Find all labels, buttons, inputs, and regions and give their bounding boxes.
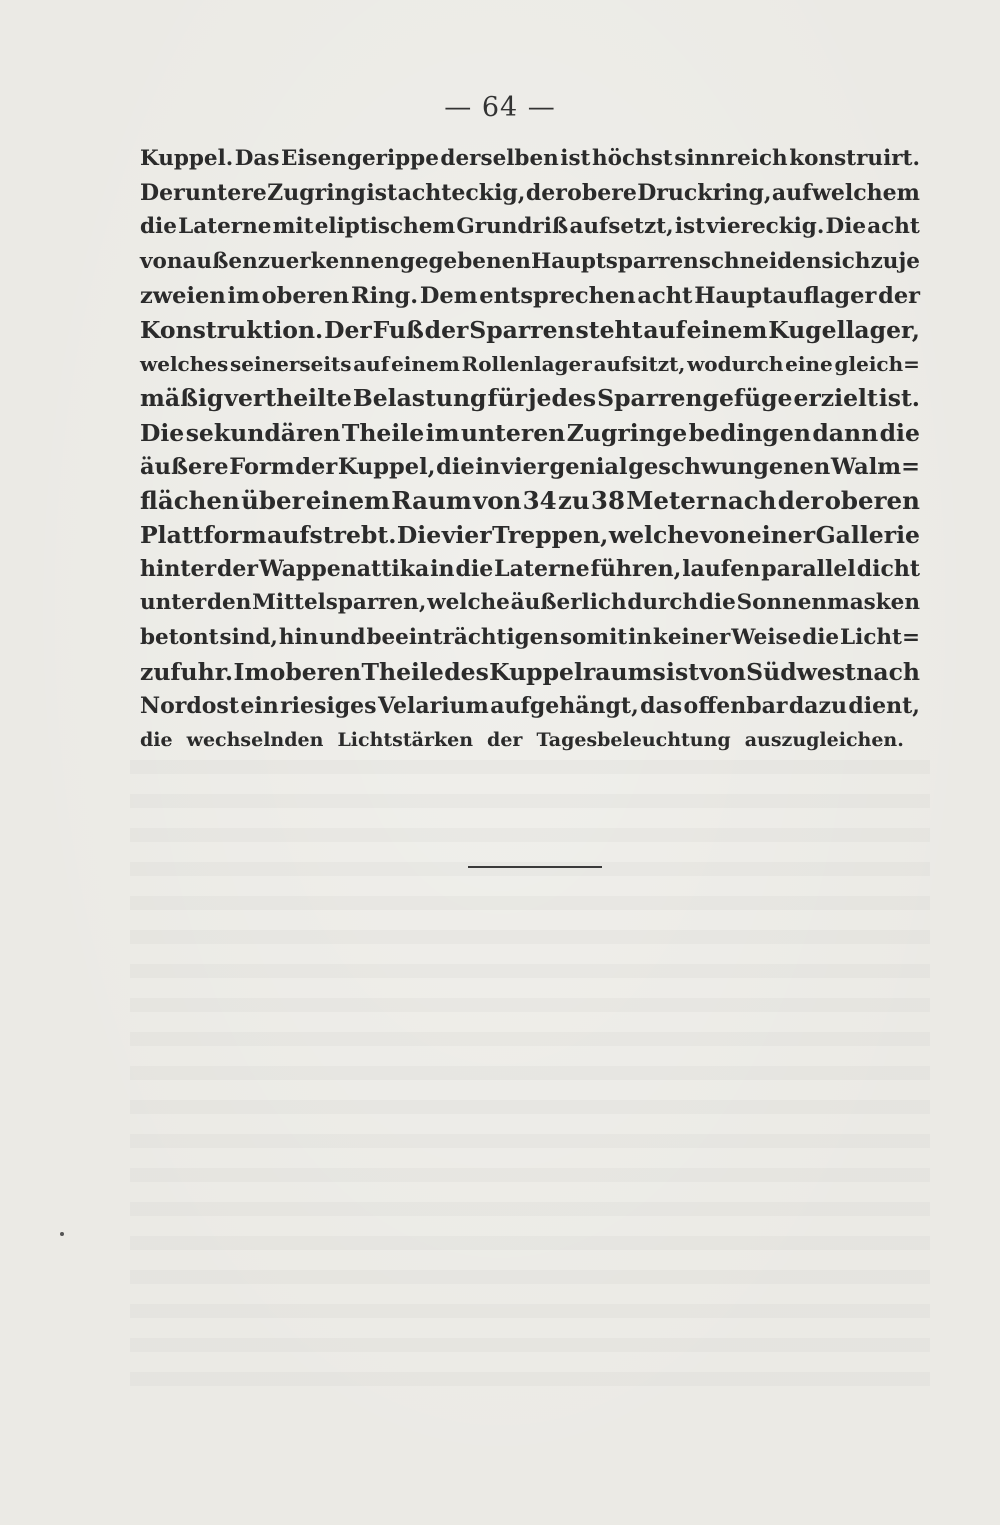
word: schneiden [698,248,822,274]
word: dazu [788,693,847,719]
word: geschwungenen [628,453,831,480]
word: die [698,590,736,616]
word: oberen [261,282,350,309]
word: Weise [731,624,802,650]
word: unter [140,590,207,616]
word: auf [771,180,812,207]
word: der [878,282,920,309]
word: Dem [419,282,478,309]
text-line [140,689,920,723]
word: von [472,485,522,515]
word: acht [637,282,693,309]
word: des [444,657,489,686]
word: der [525,180,567,207]
word: ist [366,180,398,207]
word: Südwest [746,657,856,686]
word: konstruirt. [789,146,920,171]
word: erkennen [285,248,400,274]
word: der [487,729,523,752]
word: wodurch [687,352,784,377]
word: Druckring, [637,180,772,207]
text-line [140,552,920,586]
word: Kuppel, [337,453,436,480]
word: beeinträchtigen [366,624,559,650]
word: obere [567,180,637,207]
word: die [879,418,920,447]
word: Kuppel. [140,146,234,171]
word: Rollenlager [461,352,592,377]
word: achteckig, [397,180,526,207]
word: für [487,384,528,413]
word: einem [686,315,768,344]
word: Der [324,315,372,344]
word: die [802,624,840,650]
word: äußerlich [510,590,627,616]
word: sekundären [185,418,341,447]
show-through-texture [130,760,930,1400]
word: seinerseits [230,352,352,377]
word: einem [391,352,460,377]
word: gegebenen [399,248,531,274]
word: eliptischem [314,214,456,240]
word: aufgehängt, [490,693,639,719]
word: zufuhr. [140,657,234,686]
word: Hauptauflager [694,282,877,309]
word: Tagesbeleuchtung [536,729,731,752]
word: oberen [824,485,920,515]
text-line [140,381,920,415]
word: Belastung [352,384,487,413]
word: eine [785,352,833,377]
word: Sonnenmasken [736,590,920,616]
word: auf [353,352,390,377]
word: zu [557,485,590,515]
text-line [140,210,920,244]
word: die [436,453,475,480]
word: führen, [590,556,682,583]
word: aufsetzt, [569,214,674,240]
word: bedingen [688,418,811,447]
word: die [140,729,173,752]
word: von [140,248,183,274]
word: der [295,453,338,480]
word: Die [140,418,185,447]
word: sind, [219,624,278,650]
text-line [140,450,920,484]
word: ist. [878,384,920,413]
word: jedes [528,384,597,413]
word: welches [140,352,229,377]
word: oberen [269,657,362,686]
word: entsprechen [479,282,636,309]
text-line [140,518,920,552]
text-line [140,655,920,689]
word: ist [674,214,706,240]
word: das [640,693,683,719]
word: Sparrengefüge [597,384,793,413]
word: vertheilte [224,384,352,413]
word: den [206,590,252,616]
word: in [430,556,455,583]
word: Laterne [178,214,272,240]
word: viereckig. [706,214,825,240]
word: ein [240,693,279,719]
word: aufstrebt. [267,521,397,550]
word: keiner [652,624,731,650]
word: außen [182,248,258,274]
word: mäßig [140,384,224,413]
word: Theile [361,657,444,686]
word: ist [666,657,700,686]
word: Kuppelraums [489,657,666,686]
body-text [140,142,920,757]
text-line [140,245,920,279]
word: nach [856,657,920,686]
word: sich [821,248,871,274]
word: somit [559,624,628,650]
word: hinter [140,556,217,583]
word: derselben [440,146,559,171]
word: welche [427,590,510,616]
word: Treppen, [492,521,609,550]
word: im [425,418,460,447]
word: Plattform [140,521,267,550]
word: in [475,453,501,480]
paper-speck [60,1232,64,1236]
word: erzielt [793,384,878,413]
word: in [628,624,652,650]
word: von [699,657,746,686]
word: höchst [592,146,673,171]
word: Der [140,180,185,207]
text-line [140,586,920,620]
word: parallel [761,556,856,583]
word: der [217,556,259,583]
word: von [699,521,747,550]
word: dicht [856,556,920,583]
word: vier [441,521,492,550]
word: mit [272,214,314,240]
word: im [227,282,260,309]
word: betont [140,624,219,650]
word: äußere [140,453,229,480]
word: laufen [682,556,761,583]
word: durch [627,590,699,616]
word: genial [549,453,628,480]
text-line [140,176,920,210]
word: zweien [140,282,226,309]
word: aufsitzt, [593,352,686,377]
word: sinnreich [674,146,788,171]
word: dient, [848,693,920,719]
word: steht [575,315,643,344]
word: Die [825,214,867,240]
word: Wappenattika [258,556,430,583]
text-line [140,279,920,313]
text-line [140,416,920,450]
word: Raum [391,485,472,515]
word: und [319,624,366,650]
word: hin [278,624,319,650]
word: riesiges [280,693,377,719]
word: Das [234,146,280,171]
word: die [455,556,494,583]
word: Lichtstärken [337,729,474,752]
word: Mittelsparren, [252,590,427,616]
word: offenbar [683,693,788,719]
word: Meter [626,485,709,515]
word: Die [396,521,442,550]
word: auf [643,315,686,344]
text-line [140,484,920,518]
word: der [424,315,469,344]
word: über [241,485,305,515]
word: Form [229,453,295,480]
word: Kugellager, [768,315,920,344]
word: einem [305,485,390,515]
word: Gallerie [815,521,920,550]
word: Velarium [377,693,489,719]
word: Laterne [494,556,590,583]
word: vier [501,453,549,480]
word: Zugringe [566,418,688,447]
page-number: — 64 — [444,92,556,123]
word: nach [710,485,777,515]
word: welchem [811,180,920,207]
word: zu [870,248,899,274]
word: je [898,248,920,274]
section-end-rule [468,866,602,868]
word: dann [812,418,879,447]
word: ist [560,146,591,171]
text-line [140,313,920,347]
text-line [140,723,920,757]
word: einer [746,521,816,550]
word: zu [257,248,286,274]
word: Fuß [372,315,424,344]
word: der [777,485,824,515]
word: Eisengerippe [280,146,439,171]
word: flächen [140,485,240,515]
word: Konstruktion. [140,315,324,344]
word: gleich= [834,352,920,377]
word: Hauptsparren [530,248,699,274]
word: Licht= [840,624,920,650]
word: 34 [522,485,557,515]
text-line [140,621,920,655]
word: Nordost [140,693,239,719]
word: Ring. [350,282,419,309]
word: 38 [590,485,626,515]
word: acht [867,214,920,240]
word: welche [608,521,700,550]
word: wechselnden [186,729,324,752]
word: auszugleichen. [744,729,904,752]
word: Walm= [830,453,920,480]
word: Theile [341,418,425,447]
word: untere [185,180,267,207]
word: Grundriß [456,214,569,240]
text-line [140,347,920,381]
word: Sparren [469,315,575,344]
word: Zugring [267,180,366,207]
word: unteren [460,418,566,447]
word: Im [233,657,270,686]
word: die [140,214,177,240]
text-line [140,142,920,176]
